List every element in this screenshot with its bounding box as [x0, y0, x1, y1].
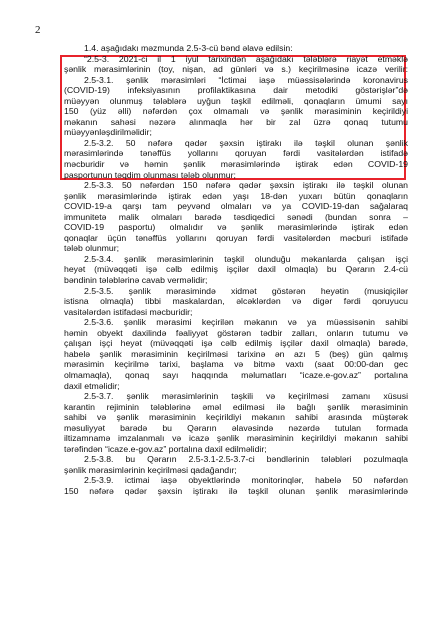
text-line: iltizamnamə imzalanmalı və icazə şənlik mərasiminin keçirildiyi məkanın sahibi: [64, 433, 408, 444]
text-line: 2.5-3.1. şənlik mərasimləri “İctimai iaşə müəssisələrində koronavirus: [84, 74, 408, 85]
text-line: mərasimlərində tənəffüs yollarını qoruyan fərdi vasitələrdən istifadə: [64, 148, 408, 159]
text-line: tələb olunmur;: [64, 243, 120, 254]
text-line: daxil etməlidir;: [64, 380, 120, 391]
text-line: olmamaqla), qonaq sayı haqqında məlumatları “icaze.e-gov.az” portalına: [64, 369, 408, 380]
text-line: 150 (yüz əlli) nəfərdən çox olmamalı və şənlik mərasiminin keçirildiyi: [64, 106, 408, 117]
text-line: 1.4. aşağıdakı məzmunda 2.5-3-cü bənd əlavə edilsin:: [84, 43, 293, 53]
text-line: həmin obyekt daxilində fəaliyyət göstərən tədbir zalları, onların tutumu və: [64, 327, 408, 338]
text-line: karantin rejiminin tələblərinə əməl edilməsi ilə bağlı şənlik mərasiminin: [64, 401, 408, 412]
page-number: 2: [35, 24, 41, 36]
text-line: şənlik mərasimlərinin (toy, nişan, ad günləri və s.) keçirilməsinə icazə verilir:: [64, 64, 408, 75]
text-line: “2.5-3. 2021-ci il 1 iyul tarixindən aşağıdakı tələblərə riayət etməklə: [84, 53, 408, 64]
text-line: məcburidir və həmin şənlik mərasimlərində iştirak edən COVID-19: [64, 159, 408, 170]
text-line: 2.5-3.8. bu Qərarın 2.5-3.1-2.5-3.7-ci bəndlərinin tələbləri pozulmaqla: [84, 454, 408, 465]
text-line: məsuliyyət barədə bu Qərarın əlavəsində nəzərdə tutulan formada: [64, 422, 408, 433]
text-line: müəyyənləşdirilməlidir;: [64, 127, 152, 138]
document-body: [64, 43, 408, 497]
text-line: qonaqlar üçün tənəffüs yollarını qoruyan fərdi vasitələrdən məcburi istifadə: [64, 232, 408, 243]
text-line: şənlik mərasimlərində iştirak edən yaşı 18-dən yuxarı bütün qonaqların: [64, 190, 408, 201]
text-line: habelə şənlik mərasiminin keçirilməsi tarixinə ən azı 5 (beş) gün qalmış: [64, 348, 408, 359]
text-line: tərəfindən “icaze.e-gov.az” portalına daxil edilməlidir;: [64, 443, 267, 454]
text-line: şənlik mərasimlərinin keçirilməsi qadağandır;: [64, 464, 237, 475]
text-line: sahibi və şənlik mərasiminin keçirildiyi məkanın sahibi arasında müştərək: [64, 412, 408, 423]
text-line: immunitetə malik olmaları barədə təsdiqedici sənədi (bundan sonra –: [64, 211, 408, 222]
text-line: 2.5-3.9. ictimai iaşə obyektlərində monitorinqlər, habelə 50 nəfərdən: [84, 475, 408, 486]
text-line: COVID-19-a qarşı tam peyvənd olmaları və ya COVID-19-dan sağalaraq: [64, 201, 408, 212]
text-line: COVID-19 pasportu) olmalıdır və şənlik mərasimlərində iştirak edən: [64, 222, 408, 233]
text-line: müəyyən olunmuş tələblərə uyğun təşkil edilməli, qonaqların ümumi sayı: [64, 95, 408, 106]
text-line: çalışan işçi heyət (müvəqqəti işə cəlb edilmiş işçilər daxil olmaqla) barədə,: [64, 338, 408, 349]
text-line: (COVID-19) infeksiyasının profilaktikasına dair metodiki göstərişlər”də: [64, 85, 408, 96]
text-line: pasportunun təqdim olunması tələb olunmur;: [64, 169, 236, 180]
text-line: məkanın sahəsi nəzərə alınmaqla hər bir zal üzrə qonaq tutumu: [64, 116, 408, 127]
text-line: heyət (müvəqqəti işə cəlb edilmiş işçilər daxil olmaqla) bu Qərarın 2.4-cü: [64, 264, 408, 275]
text-line: 2.5-3.4. şənlik mərasimlərinin təşkil olunduğu məkanlarda çalışan işçi: [84, 253, 408, 264]
text-line: 150 nəfərə qədər şəxsin iştirakı ilə təşkil olunan şənlik mərasimlərində: [64, 485, 408, 496]
text-line: vasitələrdən istifadəsi məcburidir;: [64, 306, 193, 317]
text-line: 2.5-3.5. şənlik mərasimində xidmət göstərən heyətin (musiqiçilər: [84, 285, 408, 296]
text-line: mərasimin keçirilmə tarixi, başlama və bitmə vaxtı (saat 00:00-dan gec: [64, 359, 408, 370]
text-line: 2.5-3.7. şənlik mərasimlərinin təşkili və keçirilməsi zamanı xüsusi: [84, 391, 408, 402]
text-line: 2.5-3.2. 50 nəfərə qədər şəxsin iştirakı ilə təşkil olunan şənlik: [84, 137, 408, 148]
text-line: istisna olmaqla) tibbi maskalardan, əlcəklərdən və digər fərdi qoruyucu: [64, 296, 408, 307]
text-line: bəndinin tələblərinə cavab verməlidir;: [64, 275, 208, 286]
text-line: 2.5-3.3. 50 nəfərdən 150 nəfərə qədər şəxsin iştirakı ilə təşkil olunan: [84, 180, 408, 191]
text-line: 2.5-3.6. şənlik mərasimi keçirilən məkanın və ya müəssisənin sahibi: [84, 317, 408, 328]
